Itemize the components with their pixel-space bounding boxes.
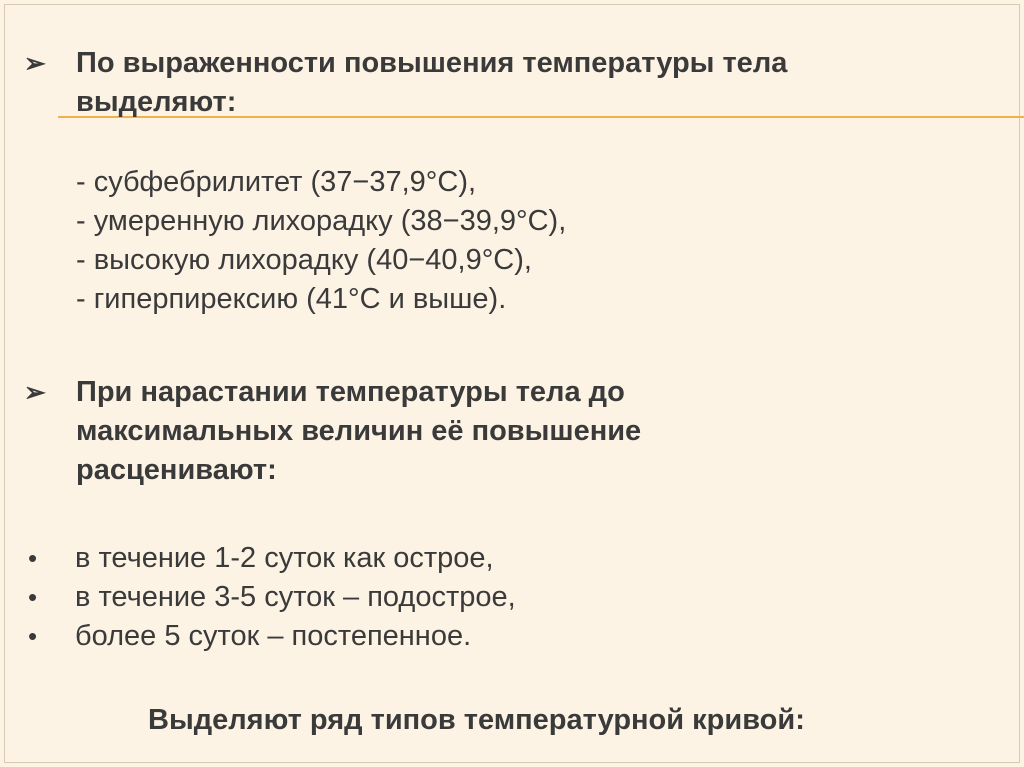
list-item: - высокую лихорадку (40−40,9°С), [76, 244, 532, 276]
footer-text: Выделяют ряд типов температурной кривой: [148, 704, 805, 736]
section2-heading-line: расценивают: [76, 454, 277, 486]
bullet-icon: • [28, 543, 38, 573]
list-item-text: более 5 суток – постепенное. [75, 620, 472, 652]
list-item: - гиперпирексию (41°С и выше). [76, 283, 507, 315]
list-item [28, 539, 494, 578]
list-item-text: в течение 1-2 суток как острое, [75, 542, 494, 574]
section1-list [76, 163, 566, 319]
list-item: - умеренную лихорадку (38−39,9°С), [76, 205, 567, 237]
section2-heading-line: максимальных величин её повышение [76, 415, 642, 447]
list-item [28, 578, 516, 617]
section2-heading [76, 373, 641, 490]
section1-heading-line: По выраженности повышения температуры тела [76, 47, 788, 79]
bullet-icon: • [28, 582, 38, 612]
bullet-icon: • [28, 621, 38, 651]
arrow-bullet-icon: ➢ [24, 48, 46, 78]
arrow-bullet-icon: ➢ [24, 377, 46, 407]
section2-heading-line: При нарастании температуры тела до [76, 376, 625, 408]
section1-heading [76, 44, 787, 122]
list-item: - субфебрилитет (37−37,9°С), [76, 166, 477, 198]
list-item [28, 617, 471, 656]
list-item-text: в течение 3-5 суток – подострое, [75, 581, 516, 613]
section1-heading-line: выделяют: [76, 86, 237, 118]
